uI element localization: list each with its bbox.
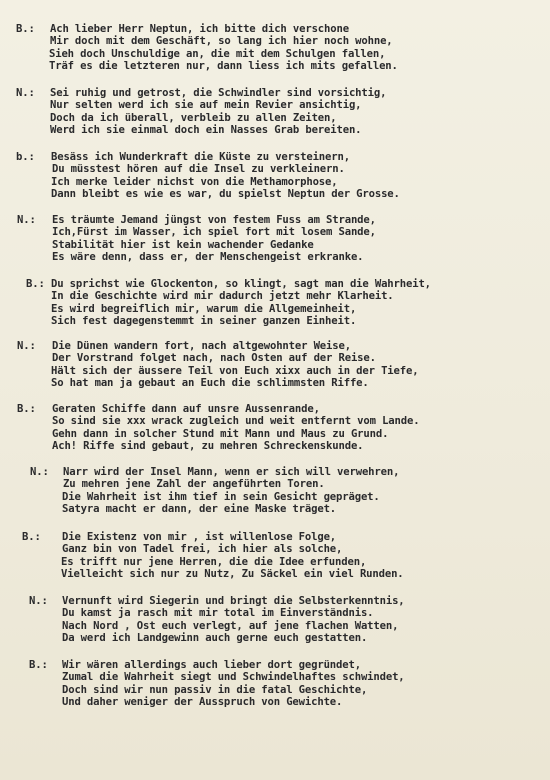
speaker-label: B.: <box>16 23 35 35</box>
verse-line: Hält sich der äussere Teil von Euch xixx auch in der Tiefe, <box>51 364 419 377</box>
verse-line: Es träumte Jemand jüngst von festem Fuss am Strande, <box>52 214 376 226</box>
verse-line: Nur selten werd ich sie auf mein Revier ansichtig, <box>50 99 362 112</box>
verse-line: Nach Nord , Ost euch verlegt, auf jene flachen Watten, <box>62 619 399 632</box>
stanza-7 <box>0 403 550 452</box>
speaker-label: B.: <box>26 278 45 290</box>
verse-line: Wir wären allerdings auch lieber dort gegründet, <box>62 659 361 671</box>
verse-line: Ach lieber Herr Neptun, ich bitte dich verschone <box>50 23 349 35</box>
stanza-4 <box>0 214 550 263</box>
verse-line: Dann bleibt es wie es war, du spielst Neptun der Grosse. <box>51 187 400 200</box>
verse-line: Sieh doch Unschuldige an, die mit dem Schulgen fallen, <box>49 47 386 60</box>
verse-line: Zu mehren jene Zahl der angeführten Toren. <box>63 478 325 491</box>
verse-line: Ich,Fürst im Wasser, ich spiel fort mit losem Sande, <box>52 226 376 239</box>
verse-line: Und daher weniger der Ausspruch von Gewichte. <box>62 695 343 708</box>
verse-line: Zumal die Wahrheit siegt und Schwindelhaftes schwindet, <box>62 671 405 684</box>
verse-line: Du sprichst wie Glockenton, so klingt, sagt man die Wahrheit, <box>51 278 431 290</box>
verse-line: Die Existenz von mir , ist willenlose Folge, <box>62 531 337 543</box>
verse-line: So hat man ja gebaut an Euch die schlimmsten Riffe. <box>51 376 369 389</box>
verse-line: Mir doch mit dem Geschäft, so lang ich hier noch wohne, <box>50 35 393 48</box>
stanza-11 <box>0 659 550 708</box>
stanza-3 <box>0 151 550 200</box>
verse-line: Vielleicht sich nur zu Nutz, Zu Säckel ein viel Runden. <box>61 567 404 580</box>
verse-line: Der Vorstrand folget nach, nach Osten auf der Reise. <box>52 352 376 365</box>
stanza-8 <box>0 466 550 515</box>
speaker-label: N.: <box>16 87 35 99</box>
verse-line: Sei ruhig und getrost, die Schwindler sind vorsichtig, <box>50 87 387 99</box>
verse-line: In die Geschichte wird mir dadurch jetzt mehr Klarheit. <box>51 290 394 303</box>
speaker-label: N.: <box>29 595 48 607</box>
stanza-9 <box>0 531 550 580</box>
speaker-label: N.: <box>17 340 36 352</box>
verse-line: Doch da ich überall, verbleib zu allen Zeiten, <box>50 111 337 124</box>
speaker-label: B.: <box>22 531 41 543</box>
verse-line: Die Wahrheit ist ihm tief in sein Gesicht gepräget. <box>62 490 380 503</box>
verse-line: So sind sie xxx wrack zugleich und weit entfernt vom Lande. <box>52 415 420 428</box>
verse-line: Ich merke leider nichst von die Methamorphose, <box>51 175 338 188</box>
speaker-label: N.: <box>17 214 36 226</box>
stanza-5 <box>0 278 550 327</box>
stanza-2 <box>0 87 550 136</box>
speaker-label: N.: <box>30 466 49 478</box>
speaker-label: b.: <box>16 151 35 163</box>
verse-line: Satyra macht er dann, der eine Maske träget. <box>62 502 337 515</box>
verse-line: Ganz bin von Tadel frei, ich hier als solche, <box>62 543 343 556</box>
verse-line: Du müsstest hören auf die Insel zu verkleinern. <box>52 163 345 176</box>
speaker-label: B.: <box>17 403 36 415</box>
verse-line: Es wäre denn, dass er, der Menschengeist erkranke. <box>52 250 364 263</box>
verse-line: Vernunft wird Siegerin und bringt die Selbsterkenntnis, <box>62 595 405 607</box>
verse-line: Werd ich sie einmal doch ein Nasses Grab bereiten. <box>50 123 362 136</box>
stanza-1 <box>0 23 550 72</box>
verse-line: Doch sind wir nun passiv in die fatal Geschichte, <box>62 683 368 696</box>
verse-line: Gehn dann in solcher Stund mit Mann und Maus zu Grund. <box>52 427 389 440</box>
verse-line: Da werd ich Landgewinn auch gerne euch gestatten. <box>62 631 368 644</box>
verse-line: Du kamst ja rasch mit mir total im Einverständnis. <box>62 607 374 620</box>
stanza-6 <box>0 340 550 389</box>
speaker-label: B.: <box>29 659 48 671</box>
verse-line: Es trifft nur jene Herren, die die Idee erfunden, <box>61 555 367 568</box>
verse-line: Besäss ich Wunderkraft die Küste zu versteinern, <box>51 151 350 163</box>
verse-line: Narr wird der Insel Mann, wenn er sich will verwehren, <box>63 466 400 478</box>
verse-line: Die Dünen wandern fort, nach altgewohnter Weise, <box>52 340 351 352</box>
stanza-10 <box>0 595 550 644</box>
verse-line: Ach! Riffe sind gebaut, zu mehren Schreckenskunde. <box>52 439 364 452</box>
verse-line: Geraten Schiffe dann auf unsre Aussenrande, <box>52 403 320 415</box>
verse-line: Träf es die letzteren nur, dann liess ich mits gefallen. <box>49 59 398 72</box>
verse-line: Sich fest dagegenstemmt in seiner ganzen Einheit. <box>51 314 357 327</box>
verse-line: Stabilität hier ist kein wachender Gedanke <box>52 238 314 251</box>
verse-line: Es wird begreiflich mir, warum die Allgemeinheit, <box>51 302 357 315</box>
